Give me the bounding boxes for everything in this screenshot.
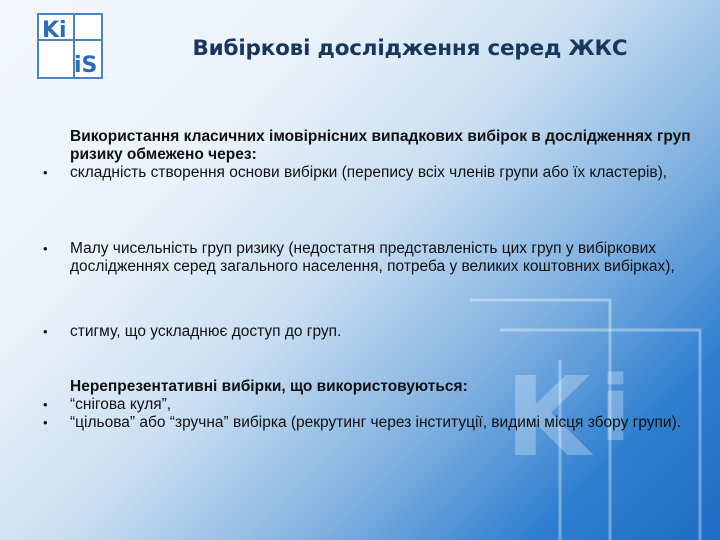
list-item bbox=[43, 414, 700, 432]
section-heading: Нерепрезентативні вибірки, що використовуються: bbox=[70, 378, 468, 395]
svg-text:iS: iS bbox=[74, 53, 98, 78]
list-item-text: Малу чисельність груп ризику (недостатня представленість цих груп у вибіркових дослідженнях серед загального населення, потреба у великих коштовних вибірках), bbox=[70, 240, 675, 275]
list-item-text: складність створення основи вибірки (перепису всіх членів групи або їх кластерів), bbox=[70, 164, 668, 181]
list-item bbox=[43, 323, 700, 341]
section-limitations bbox=[43, 128, 700, 182]
list-item bbox=[43, 240, 700, 276]
list-item bbox=[43, 396, 700, 414]
bullet-icon: • bbox=[43, 415, 48, 430]
list-item-text: “цільова” або “зручна” вибірка (рекрутинг через інституції, видимі місця збору групи). bbox=[70, 414, 682, 431]
section-heading: Використання класичних імовірнісних випадкових вибірок в дослідженнях груп ризику обмежено через: bbox=[70, 128, 691, 163]
bullet-icon: • bbox=[43, 165, 48, 180]
bullet-icon: • bbox=[43, 324, 48, 339]
slide-title: Вибіркові дослідження серед ЖКС bbox=[192, 36, 628, 61]
list-item-text: стигму, що ускладнює доступ до груп. bbox=[70, 323, 342, 340]
section-stigma bbox=[43, 323, 700, 341]
bullet-icon: • bbox=[43, 241, 48, 256]
svg-text:Ki: Ki bbox=[42, 18, 67, 43]
bullet-icon: • bbox=[43, 397, 48, 412]
svg-text:i: i bbox=[600, 357, 631, 462]
svg-text:K: K bbox=[505, 353, 591, 481]
list-item-text: “снігова куля”, bbox=[70, 396, 172, 413]
list-item bbox=[43, 164, 700, 182]
section-small-groups bbox=[43, 240, 700, 276]
section-nonrepresentative bbox=[43, 378, 700, 432]
